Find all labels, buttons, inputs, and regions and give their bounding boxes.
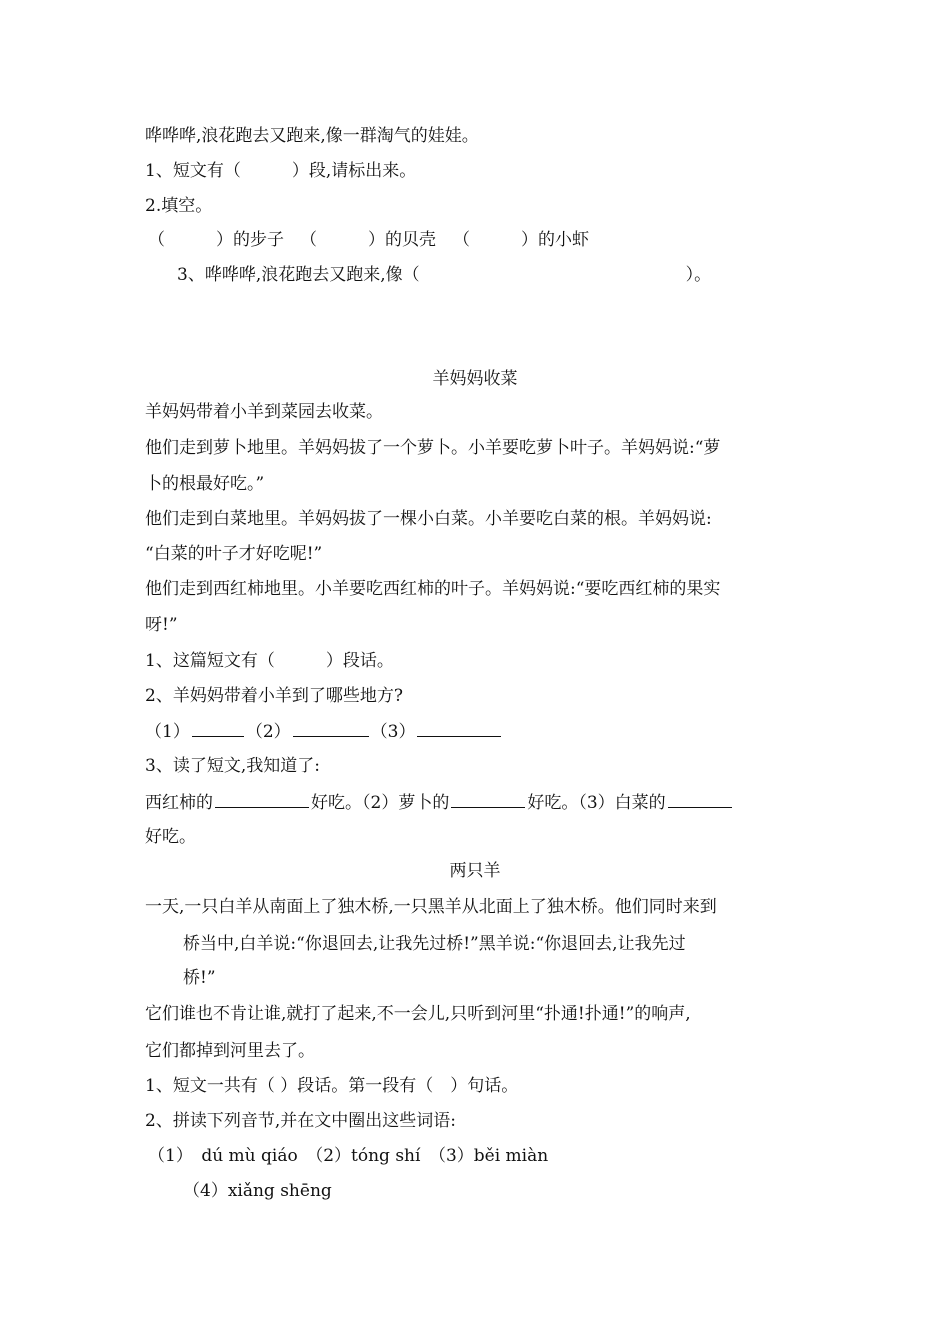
pinyin-list-cont: （4）xiǎng shēng bbox=[183, 1181, 332, 1201]
question-3: 3、读了短文,我知道了: bbox=[145, 756, 320, 776]
question-3-prefix: 3、哗哗哗,浪花跑去又跑来,像（ bbox=[177, 265, 420, 285]
question-2: 2、羊妈妈带着小羊到了哪些地方? bbox=[145, 686, 403, 706]
question-3-suffix: ）。 bbox=[685, 265, 712, 285]
story-paragraph: 他们走到白菜地里。羊妈妈拔了一棵小白菜。小羊要吃白菜的根。羊妈妈说: bbox=[145, 509, 712, 529]
fill-blank-a: （ ）的步子 bbox=[148, 230, 284, 250]
story-paragraph-cont: 它们都掉到河里去了。 bbox=[145, 1041, 315, 1061]
answer-text: 西红柿的 bbox=[145, 793, 213, 813]
question-1: 1、这篇短文有（ ）段话。 bbox=[145, 651, 394, 671]
story-paragraph-cont: 呀!” bbox=[145, 615, 178, 635]
answer-line bbox=[451, 793, 525, 808]
story-paragraph-cont: 卜的根最好吃。” bbox=[145, 474, 265, 494]
answer-label-2: （2） bbox=[245, 722, 291, 742]
story-paragraph: 他们走到西红柿地里。小羊要吃西红柿的叶子。羊妈妈说:“要吃西红柿的果实 bbox=[145, 579, 721, 599]
question-2: 2、拼读下列音节,并在文中圈出这些词语: bbox=[145, 1111, 456, 1131]
answer-line-2 bbox=[293, 722, 369, 737]
answer-text: 好吃。（3）白菜的 bbox=[527, 793, 666, 813]
story-title-1: 羊妈妈收菜 bbox=[432, 369, 518, 389]
story-paragraph: 它们谁也不肯让谁,就打了起来,不一会儿,只听到河里“扑通!扑通!”的响声, bbox=[145, 1004, 691, 1024]
story-paragraph: 一天,一只白羊从南面上了独木桥,一只黑羊从北面上了独木桥。他们同时来到 bbox=[145, 897, 717, 917]
question-1: 1、短文一共有（ ）段话。第一段有（ ）句话。 bbox=[145, 1076, 519, 1096]
story-paragraph: 羊妈妈带着小羊到菜园去收菜。 bbox=[145, 402, 383, 422]
story-paragraph-cont: 桥!” bbox=[183, 968, 216, 988]
fill-blank-b: （ ）的贝壳 bbox=[300, 230, 436, 250]
answer-text: 好吃。（2）萝卜的 bbox=[311, 793, 450, 813]
question-2: 2.填空。 bbox=[145, 196, 213, 216]
answer-label-1: （1） bbox=[145, 722, 190, 742]
story-title-2: 两只羊 bbox=[449, 861, 501, 881]
question-1: 1、短文有（ ）段,请标出来。 bbox=[145, 161, 417, 181]
pinyin-list: （1） dú mù qiáo （2）tóng shí （3）běi miàn bbox=[148, 1146, 549, 1166]
answer-line bbox=[215, 793, 309, 808]
answer-line-3 bbox=[417, 722, 501, 737]
question-3-answers bbox=[145, 793, 734, 812]
answer-label-3: （3） bbox=[370, 722, 416, 742]
story-paragraph: 他们走到萝卜地里。羊妈妈拔了一个萝卜。小羊要吃萝卜叶子。羊妈妈说:“萝 bbox=[145, 438, 721, 458]
answer-line bbox=[668, 793, 732, 808]
story-paragraph-cont: 桥当中,白羊说:“你退回去,让我先过桥!”黑羊说:“你退回去,让我先过 bbox=[183, 934, 686, 954]
passage-line: 哗哗哗,浪花跑去又跑来,像一群淘气的娃娃。 bbox=[145, 126, 479, 146]
question-3 bbox=[177, 267, 711, 284]
question-3-answers-cont: 好吃。 bbox=[145, 827, 196, 847]
fill-blank-c: （ ）的小虾 bbox=[453, 230, 589, 250]
story-paragraph-cont: “白菜的叶子才好吃呢!” bbox=[145, 544, 323, 564]
answer-line-1 bbox=[192, 722, 244, 737]
question-2-answers bbox=[145, 722, 503, 741]
